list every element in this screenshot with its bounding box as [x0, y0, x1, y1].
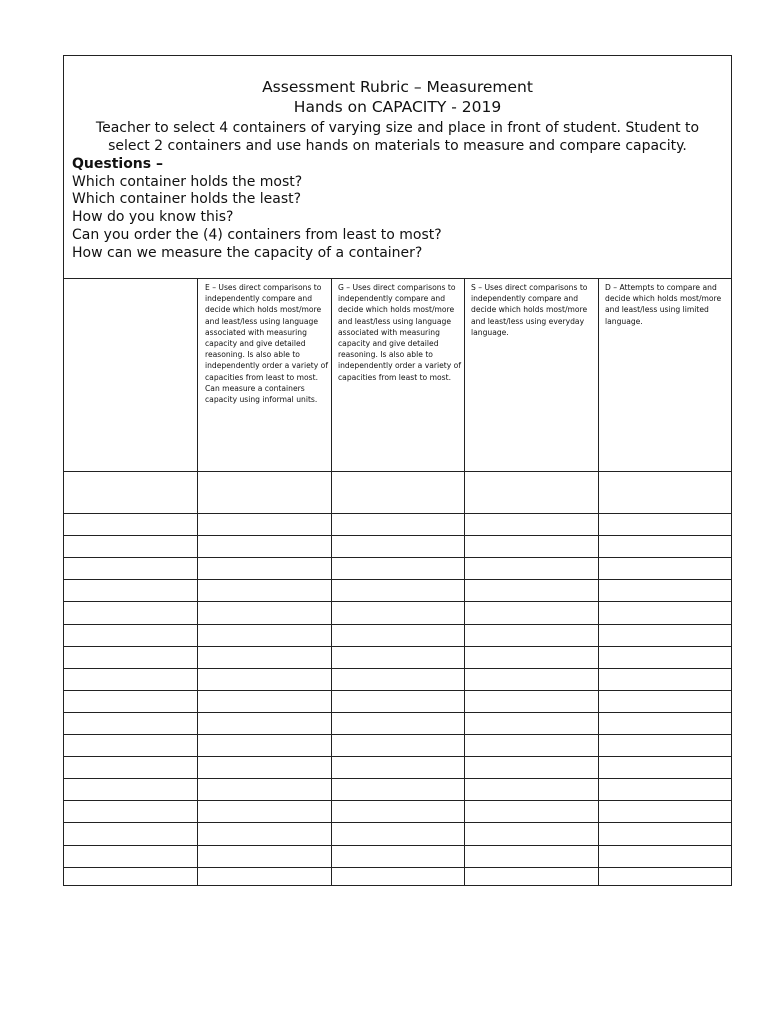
row-divider	[64, 624, 731, 625]
column-divider	[464, 279, 465, 886]
row-divider	[64, 867, 731, 868]
document-title: Assessment Rubric – Measurement	[262, 78, 533, 96]
row-divider	[64, 601, 731, 602]
question-item: How do you know this?	[72, 209, 234, 225]
header-section	[64, 56, 731, 279]
row-divider	[64, 822, 731, 823]
row-divider	[64, 778, 731, 779]
row-divider	[64, 557, 731, 558]
document-subtitle: Hands on CAPACITY - 2019	[293, 98, 502, 116]
row-divider	[64, 712, 731, 713]
criteria-d: D – Attempts to compare and decide which holds most/more and least/less using limited language.	[605, 283, 722, 326]
criteria-g: G – Uses direct comparisons to independently compare and decide which holds most/more and least/less using language associated with measuring capacity and give detailed reasoning. Is also able to independently order a variety of capacities from least to most.	[338, 283, 462, 382]
row-divider	[64, 756, 731, 757]
question-item: Which container holds the least?	[72, 191, 302, 207]
column-divider	[331, 279, 332, 886]
row-divider	[64, 668, 731, 669]
column-divider	[598, 279, 599, 886]
row-divider	[64, 471, 731, 472]
row-divider	[64, 690, 731, 691]
instructions-line-2: select 2 containers and use hands on materials to measure and compare capacity.	[108, 138, 687, 154]
criteria-s: S – Uses direct comparisons to independently compare and decide which holds most/more and least/less using everyday language.	[471, 283, 588, 337]
question-item: How can we measure the capacity of a container?	[72, 245, 423, 261]
row-divider	[64, 800, 731, 801]
question-item: Which container holds the most?	[72, 174, 303, 190]
criteria-e: E – Uses direct comparisons to independently compare and decide which holds most/more and least/less using language associated with measuring capacity and give detailed reasoning. Is also able to independently order a variety of capacities from least to most. Can measure a containers capacity using informal units.	[205, 283, 329, 405]
row-divider	[64, 734, 731, 735]
row-divider	[64, 513, 731, 514]
row-divider	[64, 646, 731, 647]
row-divider	[64, 845, 731, 846]
questions-heading: Questions –	[72, 156, 163, 172]
row-divider	[64, 535, 731, 536]
rubric-sheet	[63, 55, 732, 886]
question-item: Can you order the (4) containers from least to most?	[72, 227, 442, 243]
instructions-line-1: Teacher to select 4 containers of varying size and place in front of student. Student to	[95, 120, 700, 136]
row-divider	[64, 579, 731, 580]
column-divider	[197, 279, 198, 886]
